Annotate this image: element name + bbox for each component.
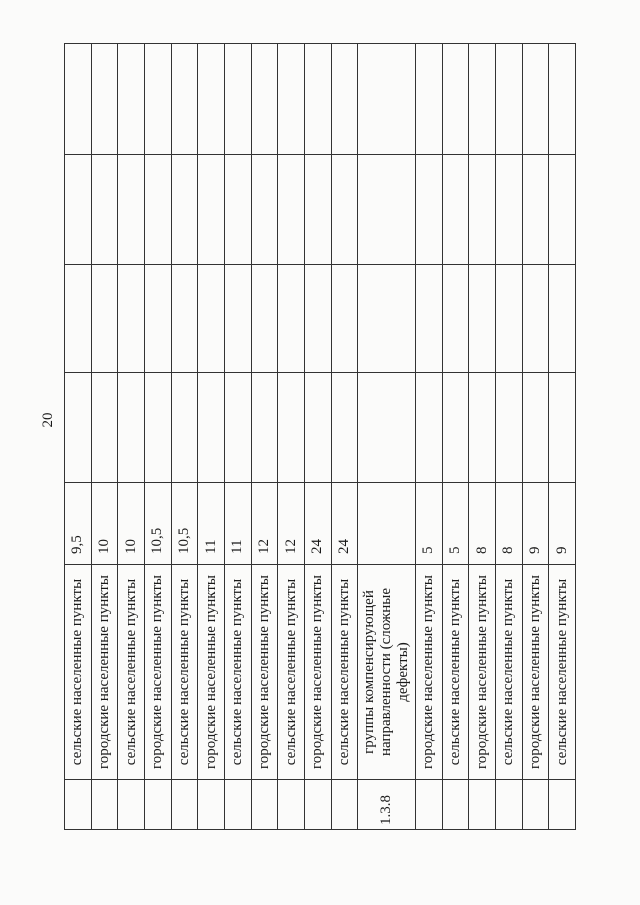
empty-cell — [415, 44, 442, 155]
empty-cell — [225, 373, 252, 483]
table-row — [469, 44, 496, 830]
row-number-cell — [251, 780, 278, 830]
empty-cell — [358, 373, 415, 483]
empty-cell — [171, 373, 198, 483]
empty-cell — [495, 44, 522, 155]
empty-cell — [305, 155, 332, 265]
table-row — [91, 44, 118, 830]
empty-cell — [278, 44, 305, 155]
empty-cell — [415, 373, 442, 483]
empty-cell — [331, 44, 358, 155]
empty-cell — [251, 155, 278, 265]
row-value-cell: 10,5 — [145, 483, 172, 565]
empty-cell — [145, 373, 172, 483]
table-row — [278, 44, 305, 830]
empty-cell — [305, 265, 332, 373]
empty-cell — [118, 373, 145, 483]
empty-cell — [278, 265, 305, 373]
empty-cell — [549, 265, 576, 373]
row-value-cell: 8 — [469, 483, 496, 565]
row-label-cell: сельские населенные пункты — [549, 565, 576, 780]
page-number: 20 — [39, 412, 56, 428]
empty-cell — [278, 155, 305, 265]
data-table — [64, 43, 576, 830]
table-row — [65, 44, 92, 830]
row-number-cell: 1.3.8 — [358, 780, 415, 830]
table-row — [495, 44, 522, 830]
empty-cell — [278, 373, 305, 483]
table-row — [358, 44, 415, 830]
row-number-cell — [118, 780, 145, 830]
row-label-cell: сельские населенные пункты — [225, 565, 252, 780]
empty-cell — [251, 265, 278, 373]
empty-cell — [145, 155, 172, 265]
empty-cell — [118, 155, 145, 265]
row-label-cell: сельские населенные пункты — [331, 565, 358, 780]
empty-cell — [198, 155, 225, 265]
row-value-cell: 10 — [91, 483, 118, 565]
empty-cell — [198, 265, 225, 373]
empty-cell — [469, 265, 496, 373]
empty-cell — [251, 373, 278, 483]
row-number-cell — [331, 780, 358, 830]
empty-cell — [549, 373, 576, 483]
empty-cell — [198, 373, 225, 483]
row-label-cell: сельские населенные пункты — [495, 565, 522, 780]
row-number-cell — [145, 780, 172, 830]
empty-cell — [145, 265, 172, 373]
empty-cell — [442, 265, 469, 373]
empty-cell — [225, 265, 252, 373]
row-number-cell — [469, 780, 496, 830]
empty-cell — [65, 155, 92, 265]
empty-cell — [91, 265, 118, 373]
row-number-cell — [305, 780, 332, 830]
row-value-cell: 9,5 — [65, 483, 92, 565]
table-row — [198, 44, 225, 830]
row-value-cell: 12 — [278, 483, 305, 565]
row-value-cell: 11 — [225, 483, 252, 565]
row-number-cell — [65, 780, 92, 830]
empty-cell — [469, 373, 496, 483]
row-number-cell — [442, 780, 469, 830]
row-label-cell: городские населенные пункты — [305, 565, 332, 780]
empty-cell — [171, 44, 198, 155]
row-value-cell: 9 — [522, 483, 549, 565]
row-label-cell: городские населенные пункты — [91, 565, 118, 780]
empty-cell — [495, 155, 522, 265]
table-row — [305, 44, 332, 830]
rotated-table-container — [64, 44, 576, 830]
row-label-cell: городские населенные пункты — [469, 565, 496, 780]
row-label-cell: городские населенные пункты — [145, 565, 172, 780]
empty-cell — [65, 373, 92, 483]
row-label-cell: сельские населенные пункты — [171, 565, 198, 780]
rotated-table — [64, 44, 576, 830]
row-value-cell: 10,5 — [171, 483, 198, 565]
row-label-cell: городские населенные пункты — [522, 565, 549, 780]
empty-cell — [358, 265, 415, 373]
row-value-cell: 5 — [415, 483, 442, 565]
empty-cell — [331, 155, 358, 265]
row-value-cell: 10 — [118, 483, 145, 565]
table-row — [442, 44, 469, 830]
empty-cell — [442, 373, 469, 483]
empty-cell — [331, 265, 358, 373]
row-value-cell: 5 — [442, 483, 469, 565]
row-number-cell — [278, 780, 305, 830]
empty-cell — [549, 44, 576, 155]
table-row — [145, 44, 172, 830]
row-number-cell — [549, 780, 576, 830]
table-row — [331, 44, 358, 830]
empty-cell — [522, 265, 549, 373]
table-row — [415, 44, 442, 830]
empty-cell — [415, 155, 442, 265]
empty-cell — [522, 44, 549, 155]
empty-cell — [91, 155, 118, 265]
row-label-cell: сельские населенные пункты — [442, 565, 469, 780]
empty-cell — [118, 265, 145, 373]
empty-cell — [118, 44, 145, 155]
table-row — [522, 44, 549, 830]
row-label-cell: городские населенные пункты — [251, 565, 278, 780]
row-label-cell: сельские населенные пункты — [278, 565, 305, 780]
empty-cell — [522, 373, 549, 483]
empty-cell — [171, 155, 198, 265]
empty-cell — [358, 44, 415, 155]
empty-cell — [469, 155, 496, 265]
empty-cell — [522, 155, 549, 265]
empty-cell — [305, 373, 332, 483]
row-label-cell: городские населенные пункты — [415, 565, 442, 780]
empty-cell — [91, 373, 118, 483]
empty-cell — [225, 44, 252, 155]
empty-cell — [91, 44, 118, 155]
row-value-cell: 12 — [251, 483, 278, 565]
row-number-cell — [415, 780, 442, 830]
empty-cell — [65, 44, 92, 155]
empty-cell — [171, 265, 198, 373]
empty-cell — [251, 44, 278, 155]
row-label-cell: сельские населенные пункты — [118, 565, 145, 780]
row-label-cell: городские населенные пункты — [198, 565, 225, 780]
empty-cell — [198, 44, 225, 155]
row-number-cell — [171, 780, 198, 830]
empty-cell — [442, 44, 469, 155]
row-value-cell: 8 — [495, 483, 522, 565]
empty-cell — [358, 155, 415, 265]
row-label-cell: группы компенсирующей направленности (сложные дефекты) — [358, 565, 415, 780]
table-row — [225, 44, 252, 830]
row-number-cell — [522, 780, 549, 830]
table-row — [251, 44, 278, 830]
table-row — [549, 44, 576, 830]
row-number-cell — [495, 780, 522, 830]
empty-cell — [331, 373, 358, 483]
empty-cell — [549, 155, 576, 265]
row-value-cell: 9 — [549, 483, 576, 565]
row-label-cell: сельские населенные пункты — [65, 565, 92, 780]
empty-cell — [442, 155, 469, 265]
empty-cell — [145, 44, 172, 155]
empty-cell — [305, 44, 332, 155]
table-row — [118, 44, 145, 830]
row-number-cell — [91, 780, 118, 830]
row-number-cell — [198, 780, 225, 830]
empty-cell — [495, 265, 522, 373]
empty-cell — [495, 373, 522, 483]
row-value-cell: 24 — [331, 483, 358, 565]
row-value-cell — [358, 483, 415, 565]
empty-cell — [225, 155, 252, 265]
row-number-cell — [225, 780, 252, 830]
empty-cell — [469, 44, 496, 155]
empty-cell — [415, 265, 442, 373]
empty-cell — [65, 265, 92, 373]
table-row — [171, 44, 198, 830]
row-value-cell: 11 — [198, 483, 225, 565]
row-value-cell: 24 — [305, 483, 332, 565]
